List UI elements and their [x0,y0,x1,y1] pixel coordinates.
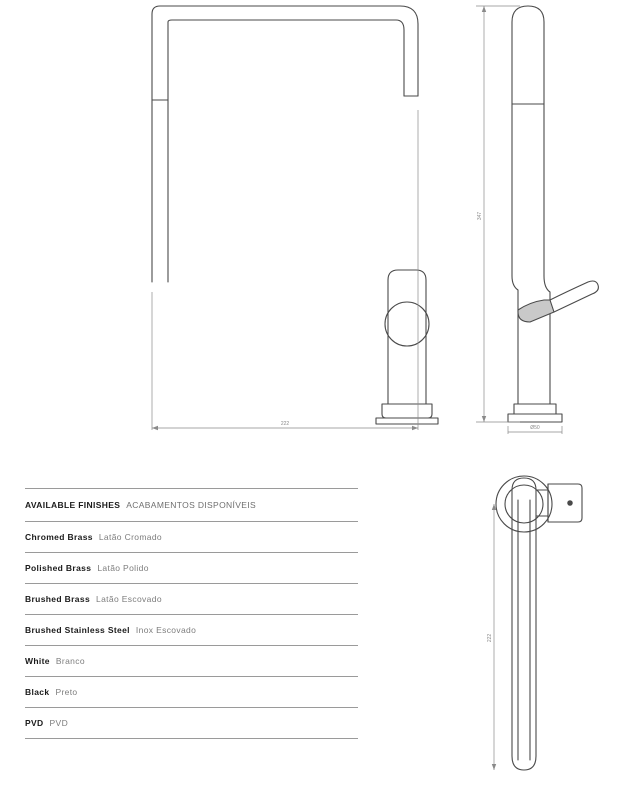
finish-name-pt: Latão Cromado [98,532,163,542]
lever-arm [550,281,598,312]
finish-row-white [25,646,358,677]
base-flange [382,404,432,418]
finish-row-brushed-brass [25,584,358,615]
finish-name-en: Brushed Stainless Steel [25,625,130,635]
plan-body-outline [512,478,536,770]
plan-base-ring-outer [496,476,552,532]
lever-collar [518,300,554,322]
dimension-spout-reach [152,110,418,430]
plan-base-ring-inner [505,485,543,523]
finishes-table-header [25,489,358,522]
dimension-label-overall-height: 347 [477,211,483,221]
side-base-plate [508,414,562,422]
finish-name-pt: PVD [49,718,69,728]
available-finishes-table [25,488,358,739]
dimension-label-spout-reach: 222 [280,421,290,427]
body-right-side [544,276,550,404]
side-elevation-drawing [470,0,620,440]
finishes-title-pt: ACABAMENTOS DISPONÍVEIS [126,500,257,510]
side-base-flange [514,404,556,414]
finish-row-polished-brass [25,553,358,584]
finish-name-pt: Inox Escovado [135,625,197,635]
finish-row-pvd [25,708,358,739]
finish-name-en: Polished Brass [25,563,92,573]
finish-row-chromed-brass [25,522,358,553]
finish-row-brushed-stainless-steel [25,615,358,646]
plan-handle-dot [568,501,572,505]
dimension-label-base-width: Ø50 [530,425,540,431]
spout-outer-bend [400,6,418,96]
base-plate [376,418,438,424]
finish-name-pt: Latão Escovado [96,594,162,604]
lever-pivot-circle [385,302,429,346]
finish-name-en: White [25,656,50,666]
spout-inner-contour [168,20,396,100]
finish-name-en: Brushed Brass [25,594,91,604]
finish-row-black [25,677,358,708]
spout-column-top [512,6,544,104]
finishes-title-en: AVAILABLE FINISHES [25,500,121,510]
front-elevation-drawing [130,0,460,440]
body-left-side [512,276,518,404]
dimension-label-plan-depth: 222 [487,633,493,643]
top-plan-drawing [460,460,620,790]
body-outline [388,270,426,404]
finish-name-en: Black [25,687,50,697]
spout-inner-bend [396,20,404,96]
plan-handle-block [548,484,582,522]
finish-name-en: Chromed Brass [25,532,93,542]
finish-name-pt: Branco [55,656,85,666]
finish-name-en: PVD [25,718,44,728]
finish-name-pt: Preto [55,687,78,697]
finish-name-pt: Latão Polido [97,563,149,573]
